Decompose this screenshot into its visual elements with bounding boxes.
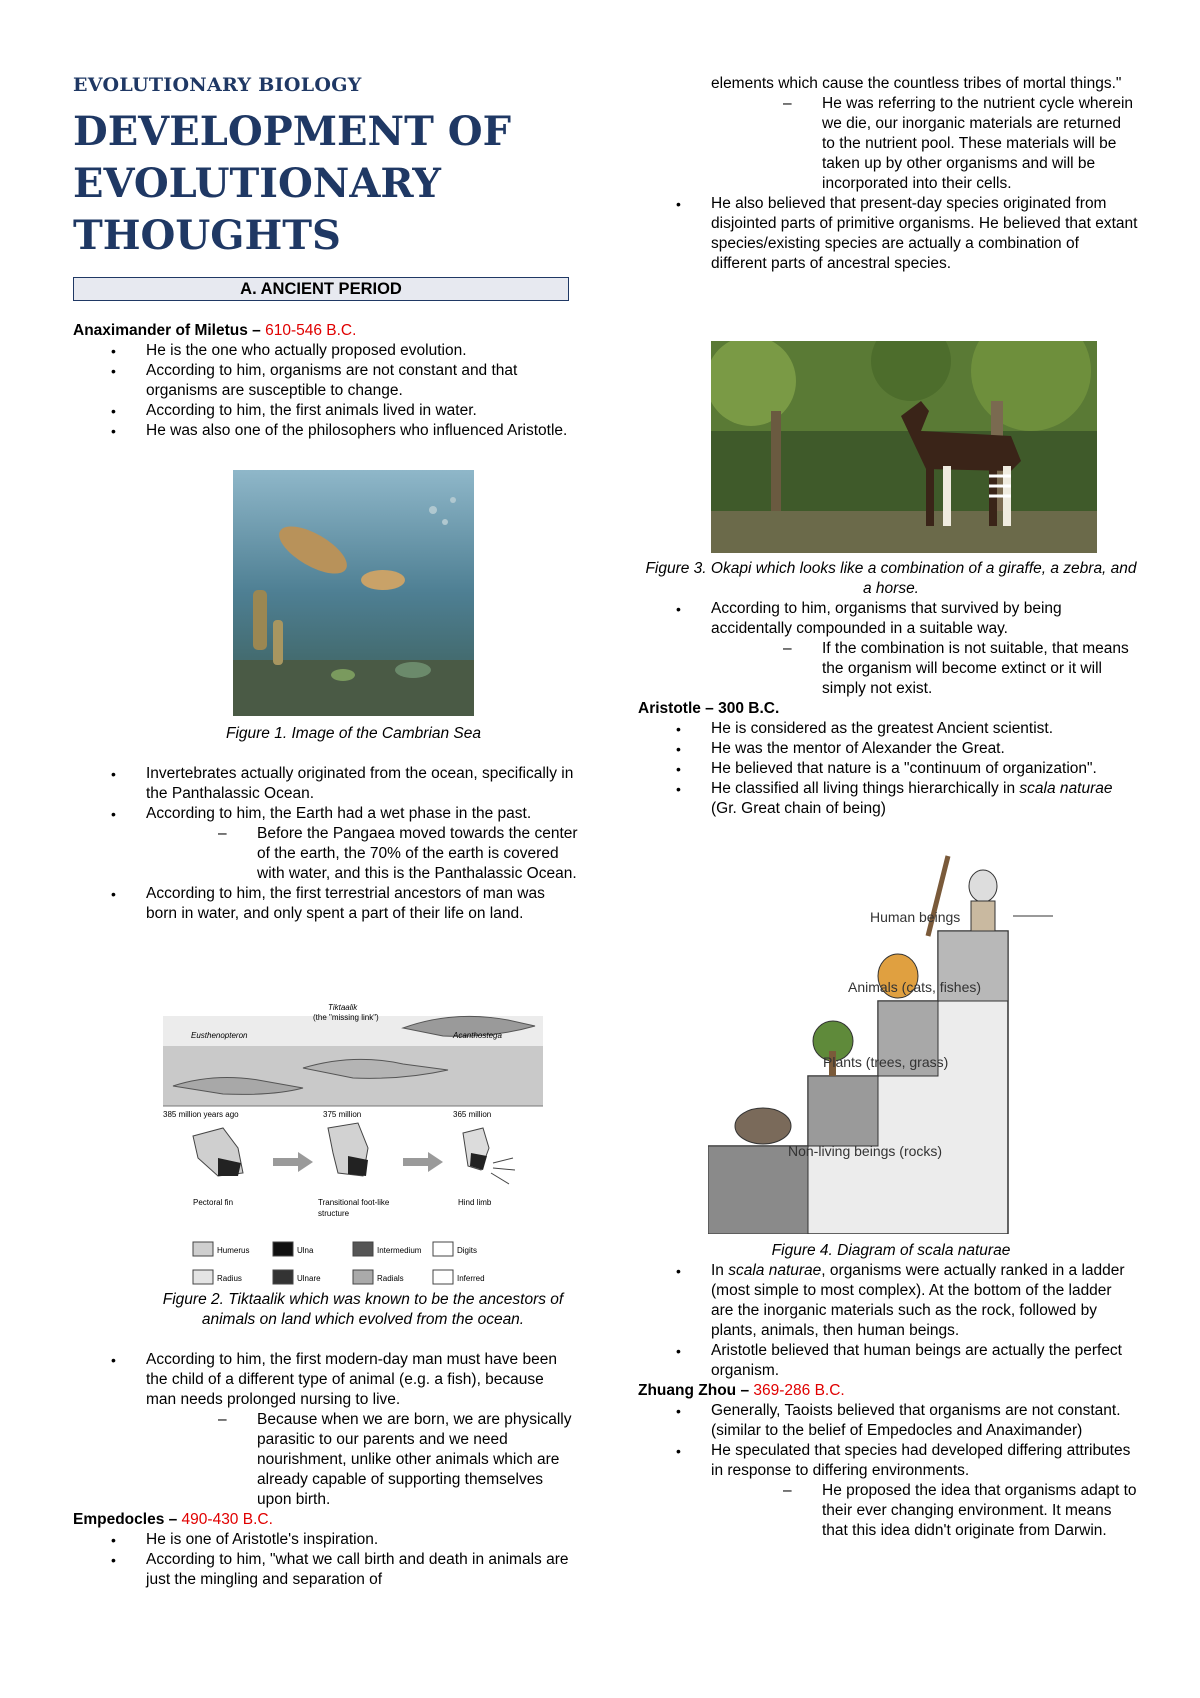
aristotle-list	[638, 719, 1138, 819]
empedocles-sublist	[638, 94, 1138, 194]
legend-ulnare: Ulnare	[297, 1274, 321, 1283]
zhuang-sublist	[638, 1481, 1138, 1541]
legend-intermedium: Intermedium	[377, 1246, 422, 1255]
label-animals: Animals (cats, fishes)	[848, 979, 982, 995]
figure-1-caption: Figure 1. Image of the Cambrian Sea	[225, 725, 482, 742]
empedocles-name: Empedocles –	[73, 1511, 182, 1528]
label-transitional-1: Transitional foot-like	[318, 1198, 390, 1207]
anaximander-section	[73, 321, 578, 441]
list-item: • According to him, the first animals lived in water.	[73, 401, 578, 421]
empedocles-list-2	[638, 194, 1138, 274]
empedocles-list	[73, 1530, 578, 1590]
legend-radius: Radius	[217, 1274, 242, 1283]
list-item: • He speculated that species had developed differing attributes in response to differing environments.	[638, 1441, 1138, 1481]
sub-list-item: – Before the Pangaea moved towards the center of the earth, the 70% of the earth is covered with water, and this is the Panthalassic Ocean.	[73, 824, 578, 884]
label-hind-limb: Hind limb	[458, 1198, 492, 1207]
label-tiktaalik: Tiktaalik	[328, 1003, 358, 1012]
zhuang-heading	[638, 1381, 1138, 1401]
section-heading: A. ANCIENT PERIOD	[73, 277, 569, 301]
sub-list-item: – He was referring to the nutrient cycle wherein we die, our inorganic materials are returned to the nutrient pool. These materials will be taken up by other organisms and will be incorporated into their cells.	[638, 94, 1138, 194]
label-plants: Plants (trees, grass)	[823, 1054, 949, 1070]
okapi-image	[711, 341, 1097, 553]
list-item: • He is one of Aristotle's inspiration.	[73, 1530, 578, 1550]
anaximander-section-2	[73, 764, 578, 924]
legend-humerus: Humerus	[217, 1246, 250, 1255]
list-item: • According to him, the Earth had a wet phase in the past.	[73, 804, 578, 824]
label-transitional-2: structure	[318, 1209, 350, 1218]
list-item: • According to him, organisms that survived by being accidentally compounded in a suitable way.	[638, 599, 1138, 639]
anaximander-sublist	[73, 824, 578, 884]
list-item: • He believed that nature is a "continuum of organization".	[638, 759, 1138, 779]
aristotle-section-2	[638, 1261, 1138, 1541]
legend-ulna: Ulna	[297, 1246, 314, 1255]
list-item: • Aristotle believed that human beings are actually the perfect organism.	[638, 1341, 1138, 1381]
list-item	[638, 779, 1138, 819]
figure-4-caption	[644, 1241, 1138, 1261]
label-375-mya: 375 million	[323, 1110, 362, 1119]
anaximander-list-4	[73, 1350, 578, 1410]
sub-list-item: – If the combination is not suitable, that means the organism will become extinct or it will simply not exist.	[638, 639, 1138, 699]
empedocles-sublist-2	[638, 639, 1138, 699]
tiktaalik-diagram	[163, 998, 543, 1290]
anaximander-list-3	[73, 884, 578, 924]
scala-naturae-term-2: scala naturae	[728, 1262, 822, 1279]
anaximander-list-2	[73, 764, 578, 824]
list-item: • He also believed that present-day species originated from disjointed parts of primitive organisms. He believed that extant species/existing species are actually a combination of different parts of ancestral species.	[638, 194, 1138, 274]
classified-text: He classified all living things hierarchically in	[711, 780, 1020, 797]
subject-label: EVOLUTIONARY BIOLOGY	[73, 74, 362, 96]
legend-digits: Digits	[457, 1246, 478, 1255]
classified-text-end: (Gr. Great chain of being)	[711, 800, 886, 817]
zhuang-list	[638, 1401, 1138, 1481]
legend-radials: Radials	[377, 1274, 404, 1283]
figure-4-caption-text: Figure 4. Diagram of	[771, 1242, 918, 1259]
label-pectoral-fin: Pectoral fin	[193, 1198, 234, 1207]
title-line-3: THOUGHTS	[73, 212, 341, 259]
empedocles-date: 490-430 B.C.	[181, 1511, 273, 1528]
scala-naturae-diagram	[708, 846, 1088, 1234]
figure-4-caption-term: scala naturae	[917, 1242, 1011, 1259]
sub-list-item: – Because when we are born, we are physically parasitic to our parents and we need nourishment, unlike other animals which are already capable of supporting themselves upon birth.	[73, 1410, 578, 1510]
aristotle-list-2	[638, 1261, 1138, 1381]
list-item: • According to him, the first terrestrial ancestors of man was born in water, and only spent a part of their life on land.	[73, 884, 578, 924]
page-title	[73, 106, 511, 262]
cambrian-sea-image	[233, 470, 474, 716]
empedocles-list-3	[638, 599, 1138, 639]
list-item: • According to him, the first modern-day man must have been the child of a different type of animal (e.g. a fish), because man needs prolonged nursing to live.	[73, 1350, 578, 1410]
empedocles-continued	[638, 74, 1138, 274]
aristotle-heading: Aristotle – 300 B.C.	[638, 700, 780, 717]
label-eusthenopteron: Eusthenopteron	[191, 1031, 248, 1040]
list-item: • He is considered as the greatest Ancient scientist.	[638, 719, 1138, 739]
title-line-2: EVOLUTIONARY	[73, 160, 441, 207]
label-acanthostega: Acanthostega	[453, 1031, 502, 1040]
empedocles-heading	[73, 1510, 578, 1530]
figure-2-caption: Figure 2. Tiktaalik which was known to be the ancestors of animals on land which evolved from the ocean.	[162, 1291, 564, 1328]
list-item: • He was the mentor of Alexander the Great.	[638, 739, 1138, 759]
empedocles-section-2	[638, 599, 1138, 819]
label-human-beings: Human beings	[870, 909, 961, 925]
quote-continuation: elements which cause the countless tribes of mortal things."	[711, 75, 1122, 92]
anaximander-heading	[73, 321, 578, 341]
list-item: • According to him, organisms are not constant and that organisms are susceptible to change.	[73, 361, 578, 401]
label-non-living: Non-living beings (rocks)	[788, 1143, 943, 1159]
list-item: • Invertebrates actually originated from the ocean, specifically in the Panthalassic Ocean.	[73, 764, 578, 804]
sub-list-item: – He proposed the idea that organisms adapt to their ever changing environment. It means that this idea didn't originate from Darwin.	[638, 1481, 1138, 1541]
scala-text-pre: In	[711, 1262, 729, 1279]
anaximander-date: 610-546 B.C.	[265, 322, 357, 339]
figure-3-caption: Figure 3. Okapi which looks like a combination of a giraffe, a zebra, and a horse.	[645, 560, 1137, 597]
zhuang-date: 369-286 B.C.	[753, 1382, 845, 1399]
list-item	[638, 1261, 1138, 1341]
list-item: • Generally, Taoists believed that organisms are not constant. (similar to the belief of Empedocles and Anaximander)	[638, 1401, 1138, 1441]
legend-inferred: Inferred	[457, 1274, 485, 1283]
anaximander-section-3	[73, 1350, 578, 1590]
label-365-mya: 365 million	[453, 1110, 492, 1119]
list-item: • He was also one of the philosophers who influenced Aristotle.	[73, 421, 578, 441]
scala-text-post: , organisms were actually ranked in a ladder (most simple to most complex). At the bottom of the ladder are the inorganic materials such as the rock, followed by plants, animals, then human beings.	[711, 1262, 1125, 1339]
title-line-1: DEVELOPMENT OF	[73, 108, 512, 155]
label-missing-link: (the "missing link")	[313, 1013, 379, 1022]
anaximander-name: Anaximander of Miletus –	[73, 322, 266, 339]
list-item: • According to him, "what we call birth and death in animals are just the mingling and separation of	[73, 1550, 578, 1590]
scala-naturae-term: scala naturae	[1019, 780, 1113, 797]
label-385-mya: 385 million years ago	[163, 1110, 239, 1119]
anaximander-list	[73, 341, 578, 441]
anaximander-sublist-2	[73, 1410, 578, 1510]
zhuang-name: Zhuang Zhou –	[638, 1382, 754, 1399]
list-item: • He is the one who actually proposed evolution.	[73, 341, 578, 361]
